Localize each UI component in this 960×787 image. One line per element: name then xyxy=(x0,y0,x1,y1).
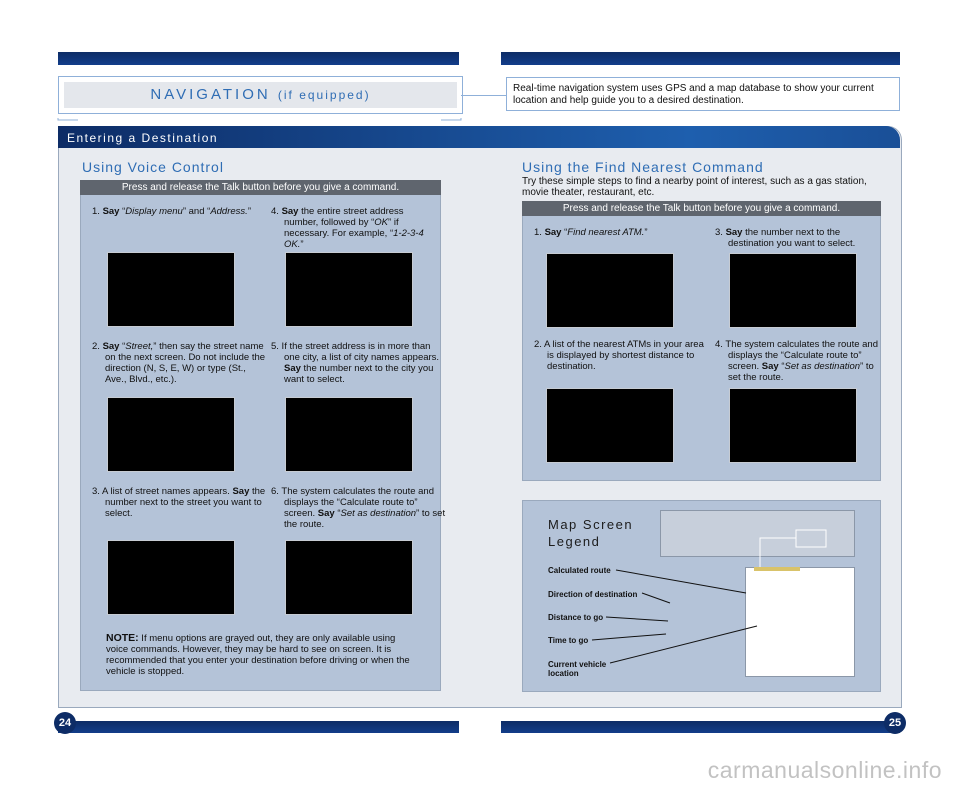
voice-step-2: 2. Say “Street,” then say the street name on the next screen. Do not include the direction (N, S, E, W) or type (St., Ave., Blvd., etc.). xyxy=(92,341,266,385)
note-label: NOTE: xyxy=(106,632,139,644)
legend-title-line2: Legend xyxy=(548,534,601,549)
find-step-1: 1. Say “Find nearest ATM.” xyxy=(534,227,648,238)
section-title: NAVIGATION xyxy=(150,86,271,103)
legend-current-vehicle-location: Current vehicle location xyxy=(548,660,607,678)
find-step-2: 2. A list of the nearest ATMs in your area is displayed by shortest distance to destination. xyxy=(534,339,704,372)
voice-step-3: 3. A list of street names appears. Say the number next to the street you want to select. xyxy=(92,486,266,519)
find-nearest-intro: Try these simple steps to find a nearby point of interest, such as a gas station, movie theater, restaurant, etc. xyxy=(522,176,867,198)
page-title: Entering a Destination xyxy=(67,131,219,145)
legend-time-to-go: Time to go xyxy=(548,636,589,645)
page-number-left: 24 xyxy=(54,712,76,734)
section-subtitle: (if equipped) xyxy=(277,88,371,102)
legend-direction-of-destination: Direction of destination xyxy=(548,590,638,599)
bottom-bar-right xyxy=(501,721,900,733)
page-number-right: 25 xyxy=(884,712,906,734)
voice-step-6: 6. The system calculates the route and displays the “Calculate route to” screen. Say “Set as destination” to set the route. xyxy=(271,486,446,530)
legend-title-line1: Map Screen xyxy=(548,517,634,532)
voice-step-1: 1. Say “Display menu” and “Address.” xyxy=(92,206,251,217)
section-description: Real-time navigation system uses GPS and a map database to show your current location and help guide you to a desired destination. xyxy=(506,77,900,111)
voice-instruction: Press and release the Talk button before you give a command. xyxy=(80,180,441,195)
voice-step-4: 4. Say the entire street address number, followed by “OK” if necessary. For example, “1-2-3-4 OK.” xyxy=(271,206,424,250)
find-instruction: Press and release the Talk button before you give a command. xyxy=(522,201,881,216)
bottom-bar-left xyxy=(58,721,459,733)
find-step-4: 4. The system calculates the route and displays the “Calculate route to” screen. Say “Set as destination” to set the route. xyxy=(715,339,878,383)
find-nearest-title: Using the Find Nearest Command xyxy=(522,159,764,175)
voice-control-title: Using Voice Control xyxy=(82,159,224,175)
legend-calculated-route: Calculated route xyxy=(548,566,611,575)
find-step-3: 3. Say the number next to the destination you want to select. xyxy=(715,227,856,249)
note-text: If menu options are grayed out, they are only available using voice commands. However, they may be hard to see on screen. It is recommended that you enter your destination before driving or when the vehicle is stopped. xyxy=(106,633,410,677)
legend-distance-to-go: Distance to go xyxy=(548,613,604,622)
voice-step-5: 5. If the street address is in more than one city, a list of city names appears. Say the number next to the city you want to select. xyxy=(271,341,440,385)
watermark: carmanualsonline.info xyxy=(707,757,942,783)
